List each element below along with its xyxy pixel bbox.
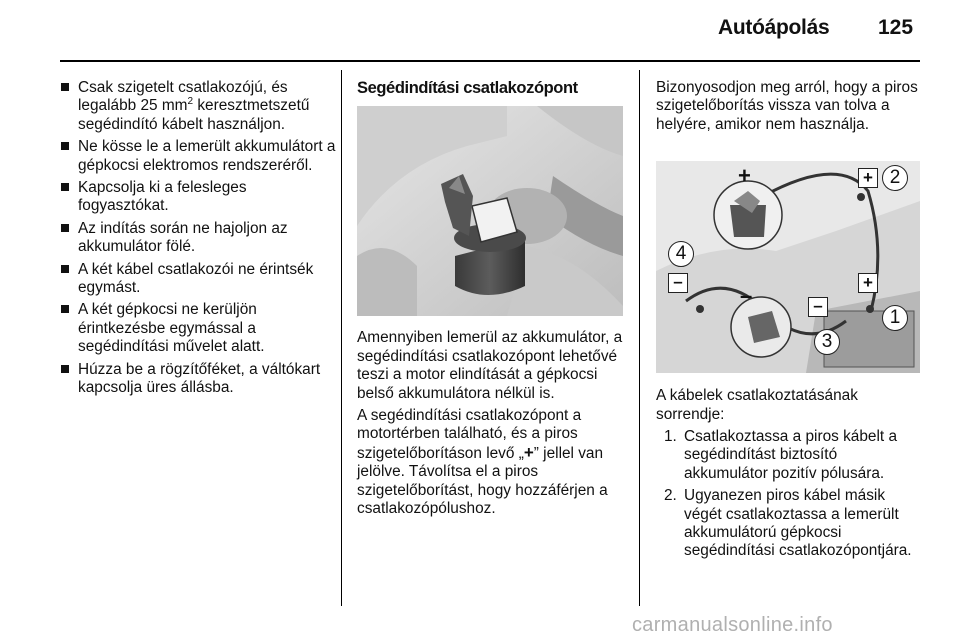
list-item: A két gépkocsi ne kerüljön érintkezésbe egymással a segédindítási művelet alatt.: [61, 301, 336, 356]
list-item: Az indítás során ne hajoljon az akkumulátor fölé.: [61, 220, 336, 257]
callout-3: 3: [814, 329, 840, 355]
minus-box-mid: –: [808, 297, 828, 317]
plus-symbol: +: [523, 442, 534, 462]
section-title: Segédindítási csatlakozópont: [357, 79, 578, 97]
bullet-icon: [61, 183, 69, 191]
watermark: carmanualsonline.info: [632, 614, 833, 636]
page-title: Autóápolás: [718, 16, 830, 39]
list-item: Húzza be a rögzítőféket, a váltókart kapcsolja üres állásba.: [61, 361, 336, 398]
sequence-title: A kábelek csatlakoztatásának sorrendje:: [656, 387, 858, 423]
list-item: A két kábel csatlakozói ne érintsék egymást.: [61, 261, 336, 298]
list-item: 1. Csatlakoztassa a piros kábelt a segédindítást biztosító akkumulátor pozitív pólusára.: [664, 428, 898, 482]
minus-box-left: –: [668, 273, 688, 293]
list-item: Ne kösse le a lemerült akkumulátort a gépkocsi elektromos rendszeréről.: [61, 138, 336, 175]
bullet-icon: [61, 224, 69, 232]
plus-label-top: +: [738, 163, 751, 189]
connection-steps: [656, 428, 924, 561]
list-item: Kapcsolja ki a felesleges fogyasztókat.: [61, 179, 336, 216]
minus-label-clamp: –: [740, 283, 753, 309]
callout-2: 2: [882, 165, 908, 191]
plus-box-right: +: [858, 273, 878, 293]
cable-connection-diagram: [656, 161, 920, 373]
bullet-icon: [61, 142, 69, 150]
paragraph: A segédindítási csatlakozópont a motortérben található, és a piros szigetelőborításon levő „+” jellel van jelölve. Távolítsa el a piros szigetelőborítást, hogy hozzáférjen a csatlakozópólushoz.: [357, 407, 608, 518]
bullet-icon: [61, 265, 69, 273]
engine-bay-illustration: [357, 106, 623, 316]
column-divider-left: [341, 70, 342, 606]
header-rule: [60, 60, 920, 62]
precautions-list: [61, 79, 336, 398]
bullet-icon: [61, 83, 69, 91]
paragraph: Amennyiben lemerül az akkumulátor, a segédindítási csatlakozópont lehetővé teszi a motor elindítását a gépkocsi belső akkumulátora nélkül is.: [357, 329, 623, 402]
right-column: [656, 79, 924, 565]
middle-column: [357, 79, 625, 522]
paragraph: Bizonyosodjon meg arról, hogy a piros szigetelőborítás vissza van tolva a helyére, amikor nem használja.: [656, 79, 918, 133]
plus-box-top: +: [858, 168, 878, 188]
list-item: Csak szigetelt csatlakozójú, és legalább 25 $mm^2$ keresztmetszetű segédindító kábelt használjon.: [61, 79, 336, 134]
callout-1: 1: [882, 305, 908, 331]
bullet-icon: [61, 305, 69, 313]
column-divider-right: [639, 70, 640, 606]
bullet-icon: [61, 365, 69, 373]
jumper-cable-illustration: [656, 161, 920, 373]
page-number: 125: [878, 16, 914, 39]
left-column: [61, 79, 336, 402]
jump-start-point-photo: [357, 106, 623, 316]
list-item: 2. Ugyanezen piros kábel másik végét csatlakoztassa a lemerült akkumulátorú gépkocsi segédindítási csatlakozópontjára.: [664, 487, 912, 560]
callout-4: 4: [668, 241, 694, 267]
